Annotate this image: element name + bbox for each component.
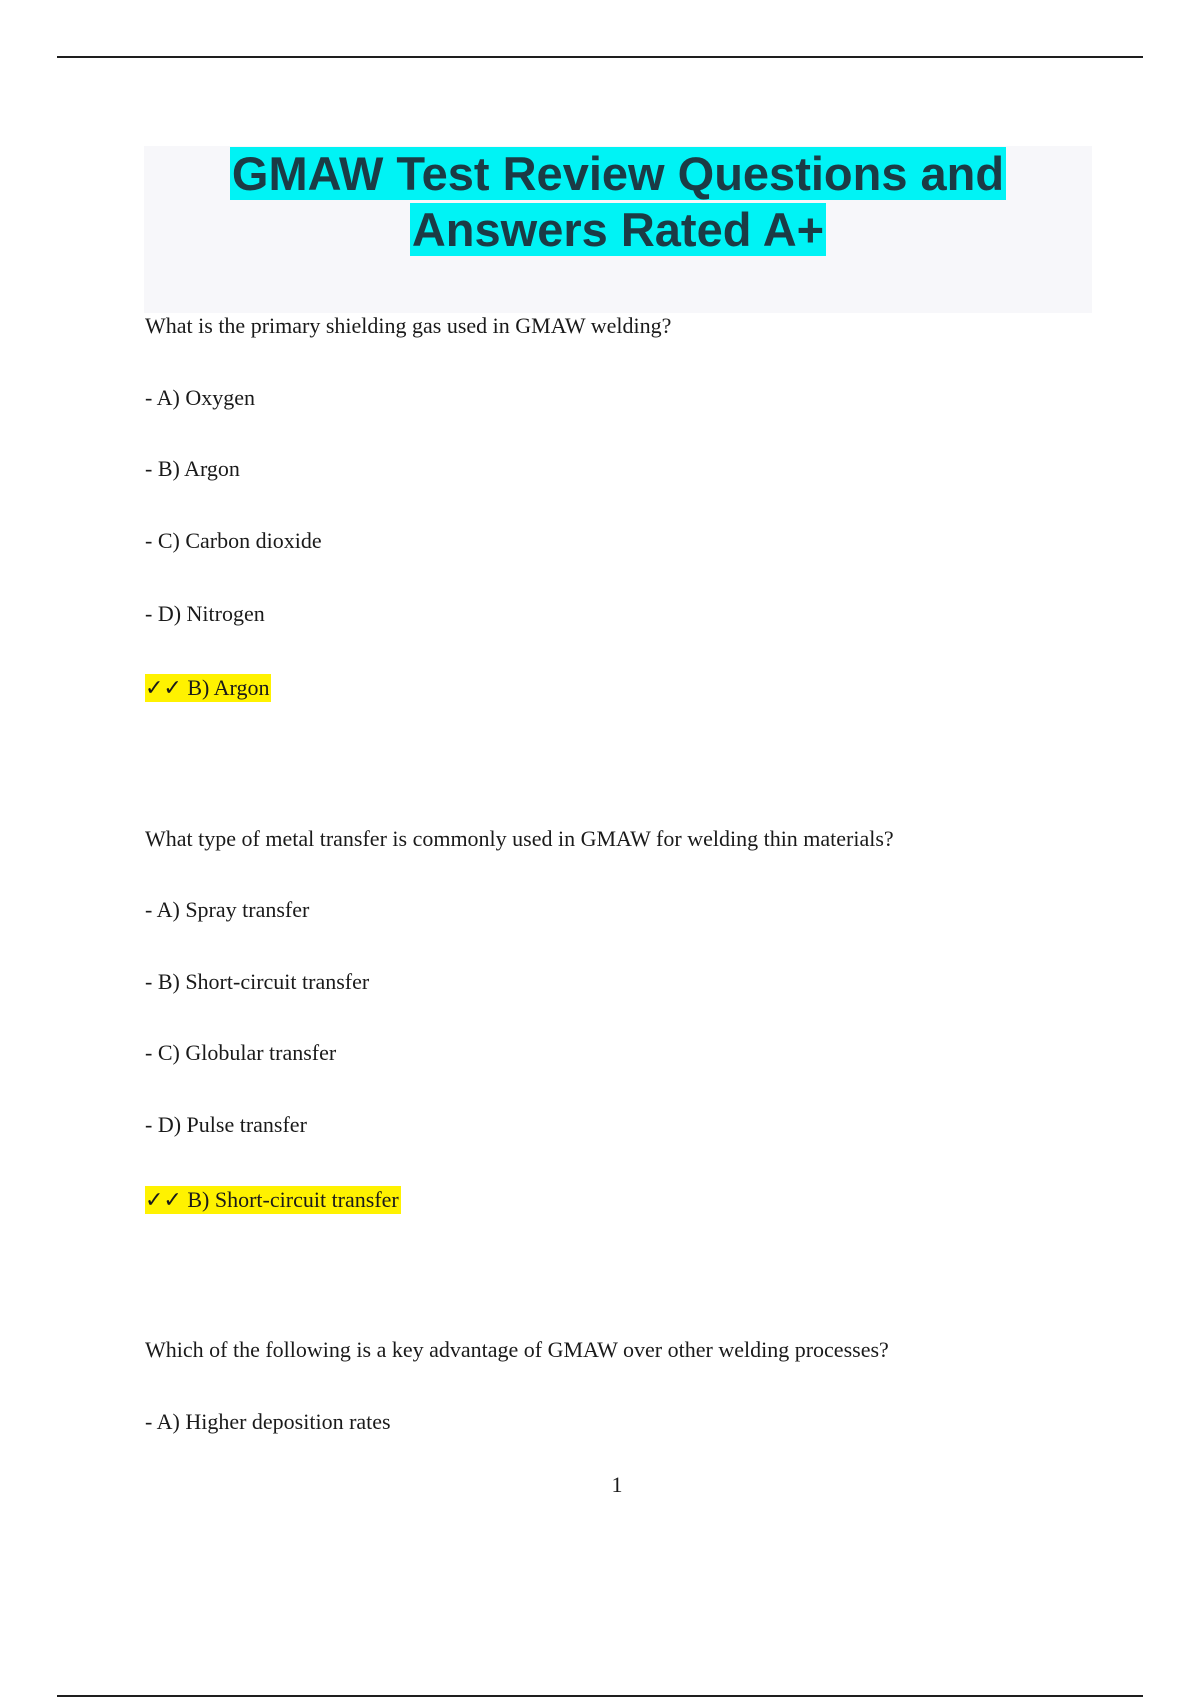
double-check-icon: ✓✓: [145, 676, 182, 701]
question-3-text: Which of the following is a key advantage of GMAW over other welding processes?: [145, 1337, 889, 1362]
double-check-icon: ✓✓: [145, 1188, 182, 1213]
question-1-option-a: - A) Oxygen: [145, 385, 255, 410]
question-2-option-d: - D) Pulse transfer: [145, 1112, 307, 1137]
question-2-option-a: - A) Spray transfer: [145, 897, 310, 922]
question-2-option-c: - C) Globular transfer: [145, 1040, 337, 1065]
question-1-text: What is the primary shielding gas used in GMAW welding?: [145, 313, 672, 338]
question-2-option-b: - B) Short-circuit transfer: [145, 969, 370, 994]
title-line-1: GMAW Test Review Questions and: [231, 147, 1005, 200]
question-2-text: What type of metal transfer is commonly used in GMAW for welding thin materials?: [145, 826, 894, 851]
title-banner: [144, 146, 1092, 313]
question-1-answer: [145, 675, 271, 702]
question-1-option-b: - B) Argon: [145, 456, 240, 481]
footer-rule: [57, 1695, 1143, 1697]
header-rule: [57, 56, 1143, 58]
title-line-2: Answers Rated A+: [411, 203, 825, 256]
answer-text: B) Short-circuit transfer: [187, 1187, 399, 1212]
question-2-answer: [145, 1187, 401, 1214]
answer-highlight: [145, 674, 271, 702]
question-1-option-c: - C) Carbon dioxide: [145, 528, 322, 553]
document-title: [144, 146, 1092, 258]
question-3-option-a: - A) Higher deposition rates: [145, 1409, 391, 1434]
question-1-option-d: - D) Nitrogen: [145, 601, 265, 626]
page-number: 1: [611, 1472, 623, 1497]
answer-text: B) Argon: [187, 675, 270, 700]
answer-highlight: [145, 1186, 401, 1214]
